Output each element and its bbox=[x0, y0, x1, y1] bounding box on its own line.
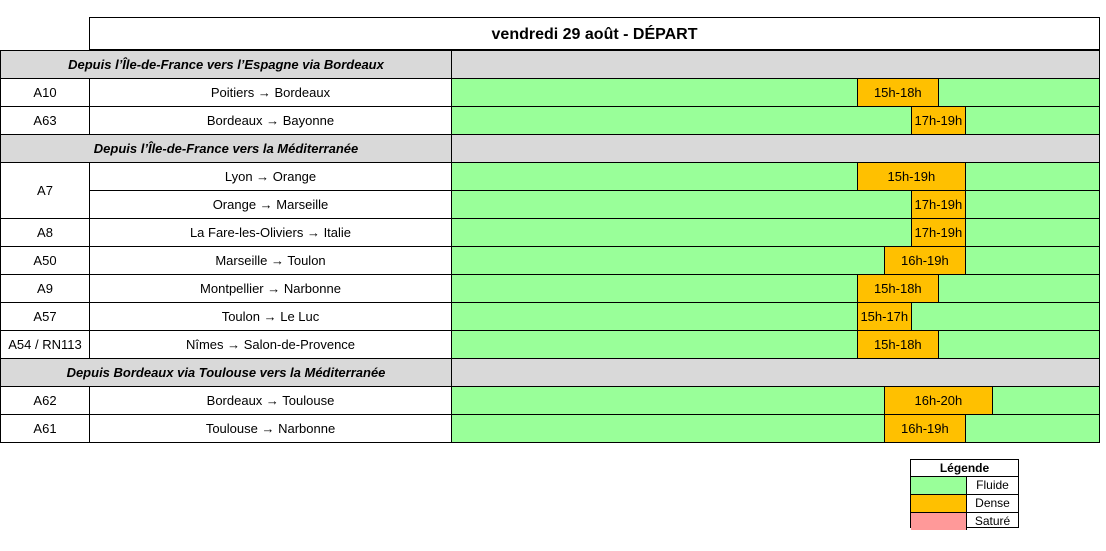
route-cell: Poitiers → Bordeaux bbox=[89, 78, 452, 107]
timeline-track bbox=[451, 106, 1100, 135]
route-cell: Toulon → Le Luc bbox=[89, 302, 452, 331]
dense-period-bar: 15h-18h bbox=[857, 275, 939, 302]
legend-item-fluide bbox=[911, 477, 1018, 495]
section-header: Depuis l’Île-de-France vers l’Espagne via Bordeaux bbox=[0, 50, 452, 79]
dense-period-bar: 17h-19h bbox=[911, 191, 966, 218]
timeline-track bbox=[451, 302, 1100, 331]
route-cell: Bordeaux → Toulouse bbox=[89, 386, 452, 415]
dense-period-bar: 17h-19h bbox=[911, 107, 966, 134]
page-title: vendredi 29 août - DÉPART bbox=[89, 17, 1100, 50]
timeline-track bbox=[451, 330, 1100, 359]
route-cell: Nîmes → Salon-de-Provence bbox=[89, 330, 452, 359]
timeline-track bbox=[451, 274, 1100, 303]
dense-period-bar: 15h-18h bbox=[857, 79, 939, 106]
dense-period-bar: 16h-19h bbox=[884, 247, 966, 274]
legend-swatch-fluide bbox=[911, 477, 967, 494]
road-cell: A7 bbox=[0, 162, 90, 219]
route-cell: Toulouse → Narbonne bbox=[89, 414, 452, 443]
road-cell: A54 / RN113 bbox=[0, 330, 90, 359]
section-header: Depuis Bordeaux via Toulouse vers la Méditerranée bbox=[0, 358, 452, 387]
dense-period-bar: 16h-19h bbox=[884, 415, 966, 442]
route-cell: Bordeaux → Bayonne bbox=[89, 106, 452, 135]
section-header-band bbox=[451, 358, 1100, 387]
dense-period-bar: 17h-19h bbox=[911, 219, 966, 246]
route-cell: Orange → Marseille bbox=[89, 190, 452, 219]
route-cell: Marseille → Toulon bbox=[89, 246, 452, 275]
legend-label-sature: Saturé bbox=[974, 514, 1011, 528]
legend bbox=[910, 459, 1019, 528]
route-cell: Montpellier → Narbonne bbox=[89, 274, 452, 303]
legend-swatch-dense bbox=[911, 495, 967, 512]
road-cell: A61 bbox=[0, 414, 90, 443]
timeline-track bbox=[451, 386, 1100, 415]
section-header-band bbox=[451, 134, 1100, 163]
timeline-track bbox=[451, 190, 1100, 219]
legend-label-dense: Dense bbox=[975, 496, 1010, 510]
route-cell: Lyon → Orange bbox=[89, 162, 452, 191]
dense-period-bar: 15h-19h bbox=[857, 163, 966, 190]
road-cell: A57 bbox=[0, 302, 90, 331]
legend-item-dense bbox=[911, 495, 1018, 513]
timeline-track bbox=[451, 246, 1100, 275]
road-cell: A9 bbox=[0, 274, 90, 303]
dense-period-bar: 15h-17h bbox=[857, 303, 912, 330]
route-cell: La Fare-les-Oliviers → Italie bbox=[89, 218, 452, 247]
timeline-track bbox=[451, 78, 1100, 107]
section-header: Depuis l’Île-de-France vers la Méditerranée bbox=[0, 134, 452, 163]
road-cell: A50 bbox=[0, 246, 90, 275]
dense-period-bar: 15h-18h bbox=[857, 331, 939, 358]
road-cell: A8 bbox=[0, 218, 90, 247]
timeline-track bbox=[451, 162, 1100, 191]
legend-item-sature bbox=[911, 513, 1018, 530]
section-header-band bbox=[451, 50, 1100, 79]
timeline-track bbox=[451, 414, 1100, 443]
legend-label-fluide: Fluide bbox=[976, 478, 1009, 492]
road-cell: A63 bbox=[0, 106, 90, 135]
road-cell: A62 bbox=[0, 386, 90, 415]
timeline-track bbox=[451, 218, 1100, 247]
legend-swatch-sature bbox=[911, 513, 967, 530]
road-cell: A10 bbox=[0, 78, 90, 107]
dense-period-bar: 16h-20h bbox=[884, 387, 993, 414]
legend-title: Légende bbox=[911, 460, 1018, 477]
